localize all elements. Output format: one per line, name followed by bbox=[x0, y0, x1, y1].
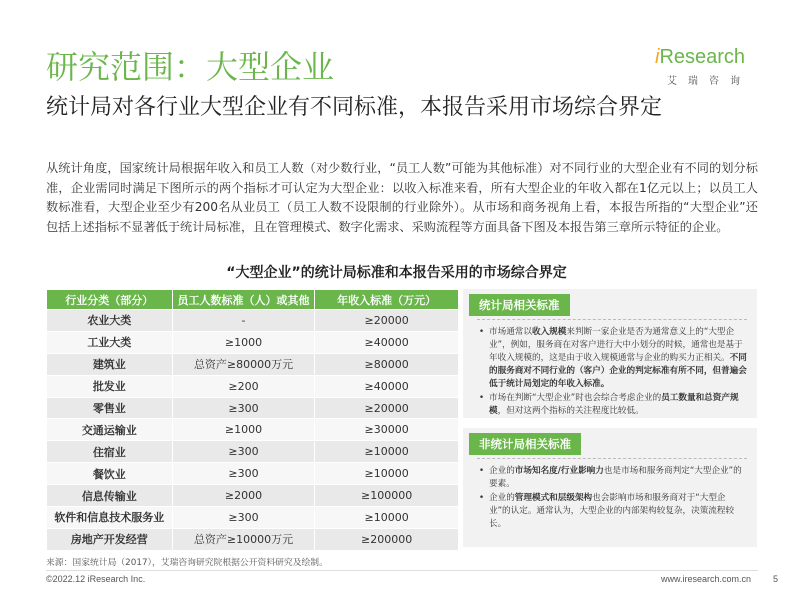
nonstat-standards-panel bbox=[463, 428, 757, 547]
stat-bullet-1: • 市场通常以收入规模来判断一家企业是否为通常意义上的“大型企业”，例如，服务商在对客户进行大中小划分的时候，通常也是基于年收入规模的，这是由于收入规模通常与企业的购买力正相关。不同的服务商对不同行业的（客户）企业的判定标准有所不同，但普遍会低于统计局划定的年收入标准。 bbox=[477, 326, 747, 391]
industry-cell: 软件和信息技术服务业 bbox=[47, 507, 173, 529]
revenue-cell: ≥10000 bbox=[315, 507, 459, 529]
table-row bbox=[47, 441, 459, 463]
revenue-cell: ≥200000 bbox=[315, 528, 459, 550]
table-title: “大型企业”的统计局标准和本报告采用的市场综合界定 bbox=[226, 265, 567, 281]
employees-cell: ≥300 bbox=[172, 507, 315, 529]
nonstat-standards-heading: 非统计局相关标准 bbox=[469, 433, 581, 455]
employees-cell: ≥2000 bbox=[172, 485, 315, 507]
employees-cell: ≥300 bbox=[172, 397, 315, 419]
employees-cell: 总资产≥80000万元 bbox=[172, 353, 315, 375]
industry-cell: 建筑业 bbox=[47, 353, 173, 375]
stat-bullet-2: • 市场在判断“大型企业”时也会综合考虑企业的员工数量和总资产规模，但对这两个指标的关注程度比较低。 bbox=[477, 392, 747, 418]
revenue-cell: ≥40000 bbox=[315, 331, 459, 353]
divider bbox=[477, 458, 747, 459]
table-row bbox=[47, 528, 459, 550]
logo-chinese-name: 艾瑞咨询 bbox=[667, 76, 751, 87]
page-number: 5 bbox=[773, 574, 779, 584]
revenue-cell: ≥40000 bbox=[315, 375, 459, 397]
table-row bbox=[47, 463, 459, 485]
table-row bbox=[47, 331, 459, 353]
revenue-cell: ≥80000 bbox=[315, 353, 459, 375]
employees-cell: ≥300 bbox=[172, 441, 315, 463]
revenue-cell: ≥10000 bbox=[315, 441, 459, 463]
industry-cell: 住宿业 bbox=[47, 441, 173, 463]
revenue-cell: ≥10000 bbox=[315, 463, 459, 485]
revenue-cell: ≥30000 bbox=[315, 419, 459, 441]
header-revenue: 年收入标准（万元） bbox=[315, 290, 459, 310]
header-industry: 行业分类（部分） bbox=[47, 290, 173, 310]
table-header-row bbox=[47, 290, 459, 310]
industry-cell: 零售业 bbox=[47, 397, 173, 419]
industry-cell: 信息传输业 bbox=[47, 485, 173, 507]
source-note: 来源：国家统计局（2017），艾瑞咨询研究院根据公开资料研究及绘制。 bbox=[46, 558, 328, 568]
nonstat-standards-body bbox=[477, 458, 747, 532]
employees-cell: ≥300 bbox=[172, 463, 315, 485]
industry-cell: 批发业 bbox=[47, 375, 173, 397]
employees-cell: - bbox=[172, 310, 315, 332]
employees-cell: 总资产≥10000万元 bbox=[172, 528, 315, 550]
divider bbox=[477, 319, 747, 320]
revenue-cell: ≥100000 bbox=[315, 485, 459, 507]
copyright: ©2022.12 iResearch Inc. bbox=[46, 574, 146, 584]
iresearch-logo bbox=[655, 42, 755, 92]
industry-cell: 工业大类 bbox=[47, 331, 173, 353]
industry-cell: 餐饮业 bbox=[47, 463, 173, 485]
nonstat-bullet-2: • 企业的管理模式和层级架构也会影响市场和服务商对于“大型企业”的认定。通常认为，大型企业的内部架构较复杂，决策流程较长。 bbox=[477, 492, 747, 531]
nonstat-bullet-1: • 企业的市场知名度/行业影响力也是市场和服务商判定“大型企业”的要素。 bbox=[477, 465, 747, 491]
employees-cell: ≥1000 bbox=[172, 331, 315, 353]
employees-cell: ≥200 bbox=[172, 375, 315, 397]
stat-standards-panel bbox=[463, 289, 757, 418]
page-title: 研究范围：大型企业 bbox=[46, 48, 335, 86]
footer-divider bbox=[46, 570, 758, 571]
standards-table bbox=[46, 289, 459, 551]
employees-cell: ≥1000 bbox=[172, 419, 315, 441]
industry-cell: 农业大类 bbox=[47, 310, 173, 332]
table-row bbox=[47, 485, 459, 507]
table-row bbox=[47, 310, 459, 332]
website-link[interactable]: www.iresearch.com.cn bbox=[661, 574, 752, 584]
industry-cell: 交通运输业 bbox=[47, 419, 173, 441]
page-subtitle: 统计局对各行业大型企业有不同标准，本报告采用市场综合界定 bbox=[46, 95, 663, 120]
table-row bbox=[47, 397, 459, 419]
table-row bbox=[47, 419, 459, 441]
logo-wordmark: iResearch bbox=[655, 46, 746, 68]
header-employees: 员工人数标准（人）或其他 bbox=[172, 290, 315, 310]
table-row bbox=[47, 375, 459, 397]
stat-standards-body bbox=[477, 319, 747, 419]
revenue-cell: ≥20000 bbox=[315, 397, 459, 419]
table-row bbox=[47, 353, 459, 375]
industry-cell: 房地产开发经营 bbox=[47, 528, 173, 550]
revenue-cell: ≥20000 bbox=[315, 310, 459, 332]
intro-paragraph: 从统计角度，国家统计局根据年收入和员工人数（对少数行业，“员工人数”可能为其他标准）对不同行业的大型企业有不同的划分标准，企业需同时满足下图所示的两个指标才可认定为大型企业：以收入标准来看，所有大型企业的年收入都在1亿元以上；以员工人数标准看，大型企业至少有200名从业员工（员工人数不设限制的行业除外）。从市场和商务视角上看，本报告所指的“大型企业”还包括上述指标不显著低于统计局标准，且在管理模式、数字化需求、采购流程等方面具备下图及本报告第三章所示特征的企业。 bbox=[46, 161, 758, 234]
table-row bbox=[47, 507, 459, 529]
stat-standards-heading: 统计局相关标准 bbox=[469, 294, 570, 316]
